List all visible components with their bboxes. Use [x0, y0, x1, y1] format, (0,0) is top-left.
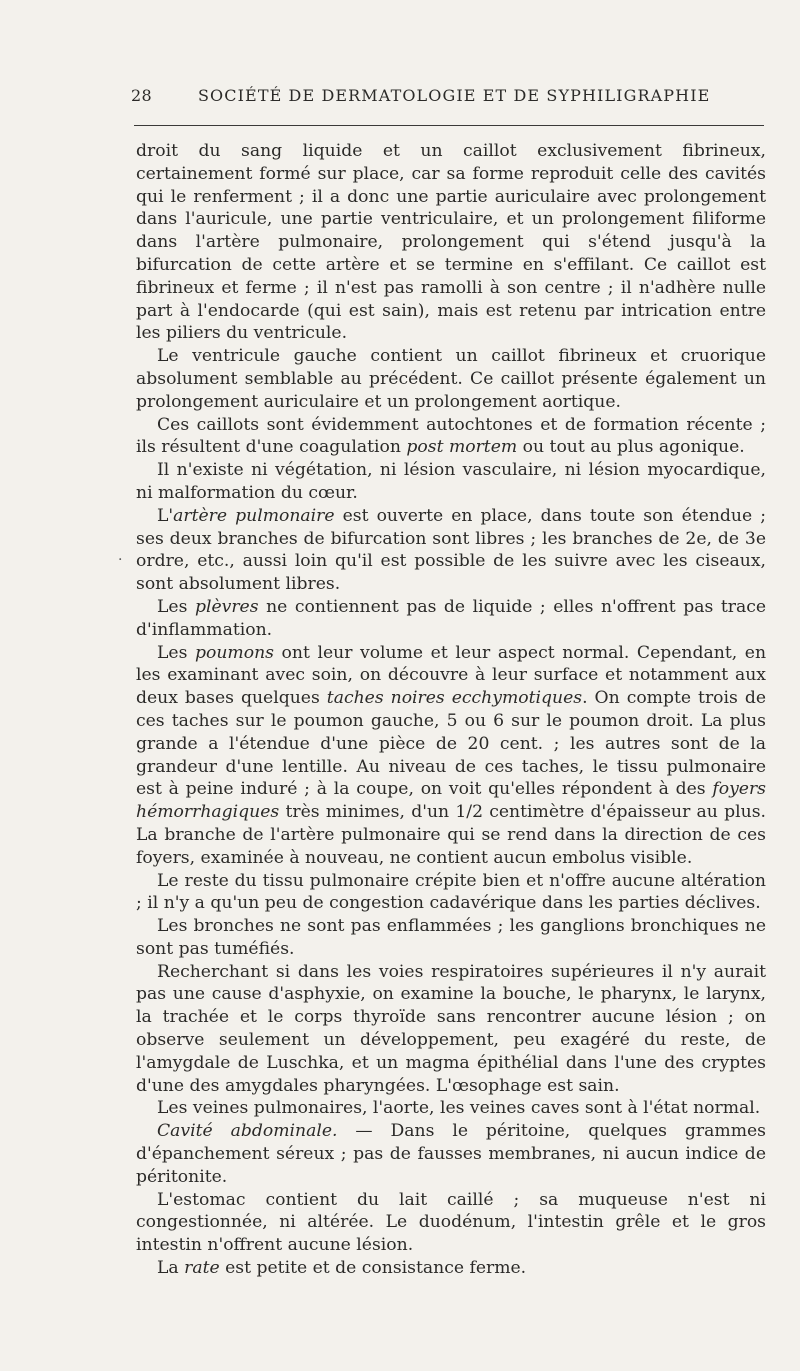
italic-text: plèvres [194, 596, 259, 617]
text-run: droit du sang liquide et un caillot exclusivement fibrineux, certainement formé sur place, car sa forme reproduit celle des cavités qui le renferment ; il a donc une partie auriculaire avec prolongement dans l'auricule, une partie ventriculaire, et un prolongement filiforme dans l'artère pulmonaire, prolongement qui s'étend jusqu'à la bifurcation de cette artère et se termine en s'effilant. Ce caillot est fibrineux et ferme ; il n'est pas ramolli à son centre ; il n'adhère nulle part à l'endocarde (qui est sain), mais est retenu par intrication entre les piliers du ventricule. [136, 141, 766, 344]
text-run: Les veines pulmonaires, l'aorte, les veines caves sont à l'état normal. [157, 1098, 761, 1119]
text-run: . On compte trois de ces taches sur le poumon gauche, 5 ou 6 sur le poumon droit. La plus grande a l'étendue d'une pièce de 20 cent. ; les autres sont de la grandeur d'une lentille. Au niveau de ces taches, le tissu pulmonaire est à peine induré ; à la coupe, on voit qu'elles répondent à des [136, 688, 766, 800]
text-run: très minimes, d'un 1/2 centimètre d'épaisseur au plus. La branche de l'artère pulmonaire qui se rend dans la direction de ces foyers, examinée à nouveau, ne contient aucun embolus visible. [136, 802, 766, 868]
text-run: ne contiennent pas de liquide ; elles n'offrent pas trace d'inflammation. [136, 596, 766, 640]
paragraph [136, 1257, 766, 1280]
text-run: Le ventricule gauche contient un caillot fibrineux et cruorique absolument semblable au précédent. Ce caillot présente également un prolongement auriculaire et un prolongement aortique. [136, 346, 766, 412]
italic-text: foyers hémorrhagiques [136, 779, 766, 823]
text-run: — Dans le péritoine, quelques grammes d'épanchement séreux ; pas de fausses membranes, ni aucun indice de péritonite. [136, 1121, 766, 1187]
italic-text: post mortem [406, 437, 518, 458]
paragraph [136, 414, 766, 460]
paragraph [136, 140, 766, 345]
paragraph [136, 1120, 766, 1188]
running-title: SOCIÉTÉ DE DERMATOLOGIE ET DE SYPHILIGRAPHIE [198, 86, 711, 105]
text-run: L' [157, 505, 174, 526]
text-run: est ouverte en place, dans toute son étendue ; ses deux branches de bifurcation sont libres ; les branches de 2e, de 3e ordre, etc., aussi loin qu'il est possible de les suivre avec les ciseaux, sont absolument libres. [136, 505, 767, 595]
text-run: Il n'existe ni végétation, ni lésion vasculaire, ni lésion myocardique, ni malformation du cœur. [136, 460, 766, 503]
text-run: ou tout au plus agonique. [517, 437, 745, 458]
paragraph [136, 961, 766, 1098]
text-run: ont leur volume et leur aspect normal. Cependant, en les examinant avec soin, on découvre à leur surface et notamment aux deux bases quelques [136, 642, 767, 709]
text-run: La [157, 1258, 185, 1279]
text-run: Les bronches ne sont pas enflammées ; les ganglions bronchiques ne sont pas tuméfiés. [136, 916, 766, 959]
header-rule [134, 125, 764, 126]
italic-text: rate [184, 1258, 220, 1279]
margin-mark: . [118, 548, 123, 564]
paragraph [136, 459, 766, 505]
paragraph [136, 1097, 766, 1120]
paragraph [136, 642, 766, 870]
italic-text: artère pulmonaire [173, 505, 335, 526]
text-run: est petite et de consistance ferme. [219, 1258, 527, 1279]
paragraph [136, 505, 766, 596]
italic-text: poumons [195, 642, 274, 663]
paragraph [136, 1189, 766, 1257]
paragraph [136, 915, 766, 961]
italic-text: Cavité abdominale. [157, 1121, 338, 1142]
text-run: Ces caillots sont évidemment autochtones et de formation récente ; ils résultent d'une coagulation [136, 414, 766, 458]
paragraph [136, 345, 766, 413]
text-run: Recherchant si dans les voies respiratoires supérieures il n'y aurait pas une cause d'asphyxie, on examine la bouche, le pharynx, le larynx, la trachée et le corps thyroïde sans rencontrer aucune lésion ; on observe seulement un développement, peu exagéré du reste, de l'amygdale de Luschka, et un magma épithélial dans l'une des cryptes d'une des amygdales pharyngées. L'œsophage est sain. [136, 961, 766, 1096]
text-run: Les [157, 596, 195, 617]
paragraph [136, 870, 766, 916]
text-run: Le reste du tissu pulmonaire crépite bien et n'offre aucune altération ; il n'y a qu'un peu de congestion cadavérique dans les parties déclives. [136, 870, 766, 914]
italic-text: taches noires ecchymotiques [326, 688, 583, 709]
page-number: 28 [131, 86, 152, 105]
body-text [136, 140, 766, 1280]
text-run: Les [157, 642, 195, 663]
text-run: L'estomac contient du lait caillé ; sa muqueuse n'est ni congestionnée, ni altérée. Le duodénum, l'intestin grêle et le gros intestin n'offrent aucune lésion. [136, 1189, 766, 1256]
paragraph [136, 596, 766, 642]
